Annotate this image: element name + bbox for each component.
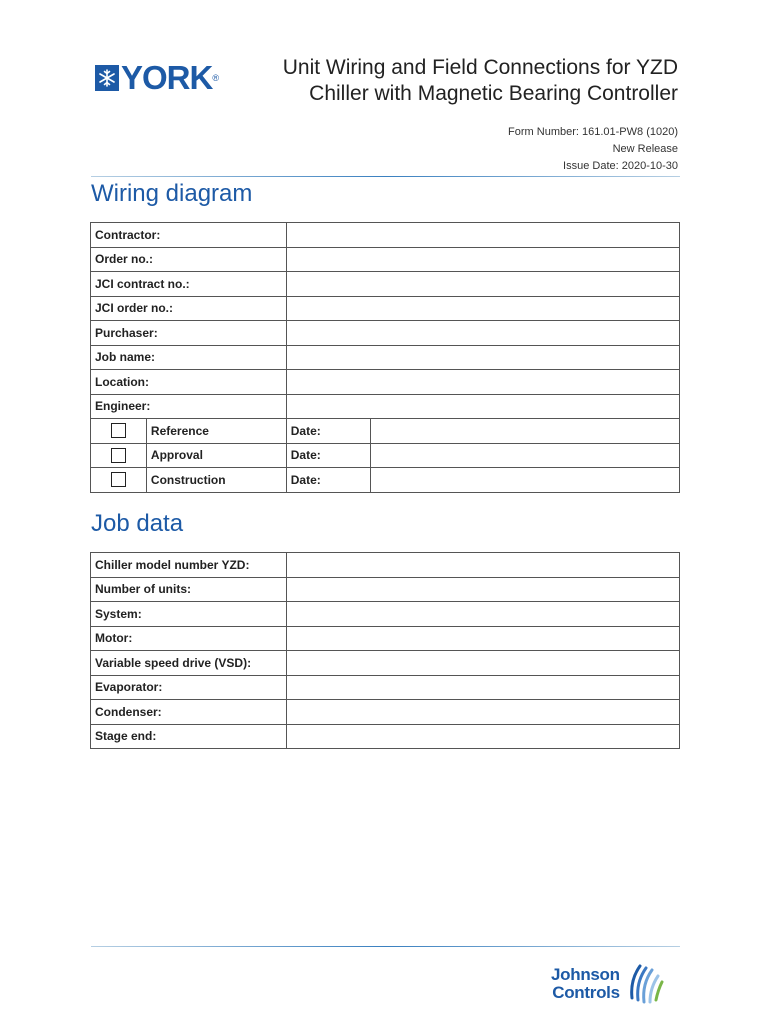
field-label: Evaporator: <box>91 675 287 700</box>
johnson-controls-logo <box>551 960 666 1008</box>
jci-order-field[interactable] <box>286 296 679 321</box>
field-label: Job name: <box>91 345 287 370</box>
job-data-heading: Job data <box>91 510 184 537</box>
table-row <box>91 370 680 395</box>
issue-date: Issue Date: 2020-10-30 <box>563 160 678 172</box>
reference-date-field[interactable] <box>370 419 679 444</box>
field-label: Motor: <box>91 626 287 651</box>
system-field[interactable] <box>286 602 679 627</box>
vsd-field[interactable] <box>286 651 679 676</box>
construction-checkbox-cell <box>91 468 147 493</box>
form-meta <box>508 124 678 175</box>
checkbox-label: Construction <box>146 468 286 493</box>
table-row <box>91 651 680 676</box>
approval-checkbox-cell <box>91 443 147 468</box>
field-label: Location: <box>91 370 287 395</box>
field-label: Condenser: <box>91 700 287 725</box>
footer-divider <box>91 946 680 947</box>
approval-date-field[interactable] <box>370 443 679 468</box>
job-name-field[interactable] <box>286 345 679 370</box>
johnson-controls-swirl-icon <box>624 960 666 1008</box>
title-line-1: Unit Wiring and Field Connections for YZD <box>282 56 678 79</box>
order-no-field[interactable] <box>286 247 679 272</box>
reference-checkbox-cell <box>91 419 147 444</box>
form-number: Form Number: 161.01-PW8 (1020) <box>508 126 678 138</box>
field-label: Purchaser: <box>91 321 287 346</box>
field-label: Chiller model number YZD: <box>91 553 287 578</box>
stage-end-field[interactable] <box>286 724 679 749</box>
york-wordmark: YORK <box>121 59 213 96</box>
wiring-table <box>90 222 680 493</box>
table-row <box>91 468 680 493</box>
number-of-units-field[interactable] <box>286 577 679 602</box>
table-row <box>91 626 680 651</box>
motor-field[interactable] <box>286 626 679 651</box>
field-label: Contractor: <box>91 223 287 248</box>
snowflake-icon <box>95 65 119 91</box>
construction-date-field[interactable] <box>370 468 679 493</box>
contractor-field[interactable] <box>286 223 679 248</box>
construction-checkbox[interactable] <box>111 472 126 487</box>
table-row <box>91 272 680 297</box>
checkbox-label: Reference <box>146 419 286 444</box>
field-label: Order no.: <box>91 247 287 272</box>
field-label: Stage end: <box>91 724 287 749</box>
approval-checkbox[interactable] <box>111 448 126 463</box>
table-row <box>91 443 680 468</box>
chiller-model-field[interactable] <box>286 553 679 578</box>
field-label: System: <box>91 602 287 627</box>
table-row <box>91 321 680 346</box>
evaporator-field[interactable] <box>286 675 679 700</box>
table-row <box>91 602 680 627</box>
table-row <box>91 553 680 578</box>
engineer-field[interactable] <box>286 394 679 419</box>
title-line-2: Chiller with Magnetic Bearing Controller <box>309 82 678 105</box>
reference-checkbox[interactable] <box>111 423 126 438</box>
field-label: Engineer: <box>91 394 287 419</box>
release-status: New Release <box>612 143 678 155</box>
johnson-controls-wordmark: Johnson Controls <box>551 965 620 1002</box>
table-row <box>91 345 680 370</box>
header-divider <box>91 176 680 177</box>
document-title <box>218 55 678 107</box>
purchaser-field[interactable] <box>286 321 679 346</box>
table-row <box>91 223 680 248</box>
job-data-table <box>90 552 680 749</box>
checkbox-label: Approval <box>146 443 286 468</box>
table-row <box>91 394 680 419</box>
table-row <box>91 247 680 272</box>
table-row <box>91 577 680 602</box>
date-label: Date: <box>286 419 370 444</box>
table-row <box>91 296 680 321</box>
wiring-heading: Wiring diagram <box>91 180 253 207</box>
table-row <box>91 700 680 725</box>
field-label: JCI contract no.: <box>91 272 287 297</box>
york-logo: YORK ® <box>95 63 219 93</box>
field-label: Variable speed drive (VSD): <box>91 651 287 676</box>
table-row <box>91 724 680 749</box>
field-label: Number of units: <box>91 577 287 602</box>
table-row <box>91 675 680 700</box>
condenser-field[interactable] <box>286 700 679 725</box>
location-field[interactable] <box>286 370 679 395</box>
table-row <box>91 419 680 444</box>
jci-contract-field[interactable] <box>286 272 679 297</box>
field-label: JCI order no.: <box>91 296 287 321</box>
date-label: Date: <box>286 443 370 468</box>
date-label: Date: <box>286 468 370 493</box>
